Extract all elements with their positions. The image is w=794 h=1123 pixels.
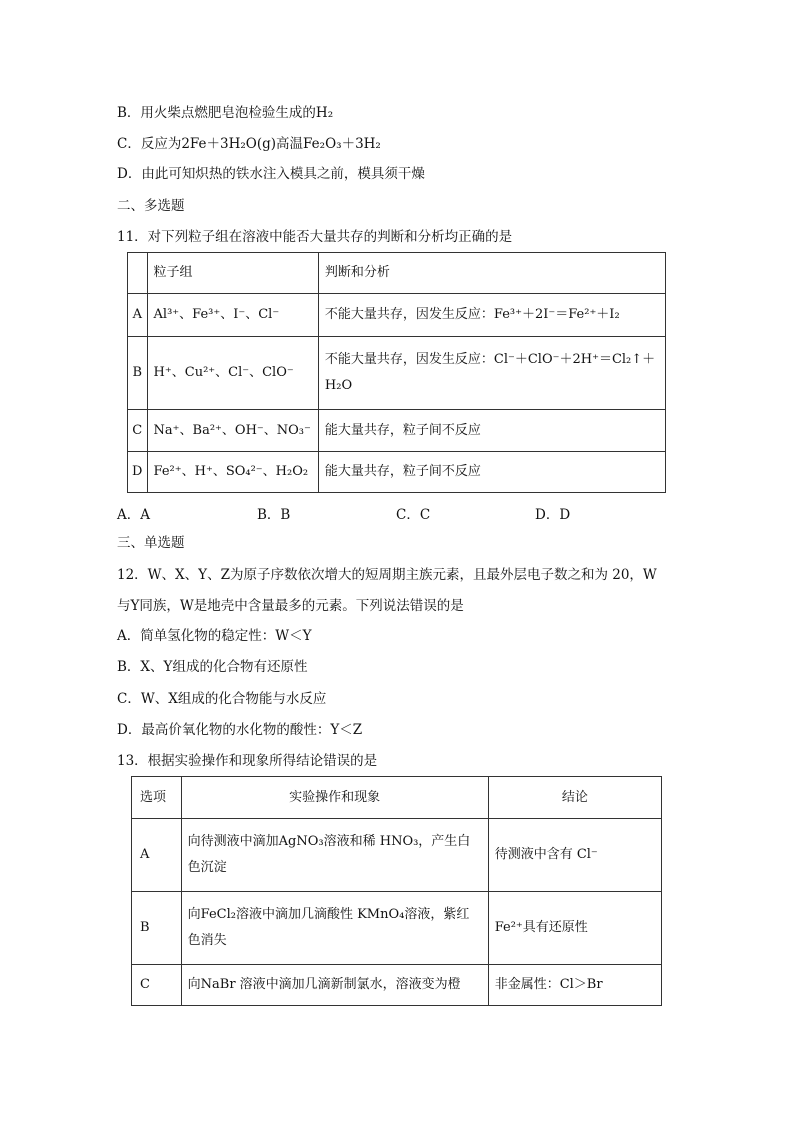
table-row (132, 965, 662, 1006)
q12-stem-line2: 与Y同族，W是地壳中含量最多的元素。下列说法错误的是 (117, 598, 464, 614)
q11-table (127, 252, 666, 493)
table-header-cell: 判断和分析 (318, 253, 665, 294)
table-row (128, 452, 666, 493)
section-heading-multi: 二、多选题 (117, 198, 185, 214)
table-cell (128, 253, 148, 294)
answer-choice-a: A．A (117, 507, 150, 523)
answer-choice-d: D．D (535, 507, 571, 523)
conclusion-text: 非金属性：Cl＞Br (488, 965, 661, 1006)
option-letter: B (132, 892, 182, 965)
ion-group: Na⁺、Ba²⁺、OH⁻、NO₃⁻ (147, 410, 318, 452)
option-letter: B (128, 337, 148, 410)
table-header-cell: 结论 (488, 777, 661, 819)
answer-choice-b: B．B (257, 507, 291, 523)
q12-option-a: A．简单氢化物的稳定性：W＜Y (117, 628, 312, 644)
table-header-row (128, 253, 666, 294)
analysis-text: 不能大量共存，因发生反应：Fe³⁺＋2I⁻＝Fe²⁺＋I₂ (318, 294, 665, 337)
table-row (132, 819, 662, 892)
operation-text: 向待测液中滴加AgNO₃溶液和稀 HNO₃，产生白色沉淀 (181, 819, 488, 892)
q13-stem: 13．根据实验操作和现象所得结论错误的是 (117, 753, 378, 769)
analysis-text: 能大量共存，粒子间不反应 (318, 410, 665, 452)
q10-option-b: B．用火柴点燃肥皂泡检验生成的H₂ (117, 105, 334, 121)
table-row (132, 892, 662, 965)
table-row (128, 410, 666, 452)
table-row (128, 337, 666, 410)
q10-option-d: D．由此可知炽热的铁水注入模具之前，模具须干燥 (117, 166, 425, 182)
analysis-text: 能大量共存，粒子间不反应 (318, 452, 665, 493)
table-header-row (132, 777, 662, 819)
q12-option-d: D．最高价氧化物的水化物的酸性：Y＜Z (117, 722, 363, 738)
q10-option-c: C．反应为2Fe＋3H₂O(g)高温Fe₂O₃＋3H₂ (117, 136, 381, 152)
conclusion-text: Fe²⁺具有还原性 (488, 892, 661, 965)
option-letter: D (128, 452, 148, 493)
analysis-text: 不能大量共存，因发生反应：Cl⁻＋ClO⁻＋2H⁺＝Cl₂↑＋H₂O (318, 337, 665, 410)
q12-stem-line1: 12．W、X、Y、Z为原子序数依次增大的短周期主族元素，且最外层电子数之和为 20，W (117, 567, 657, 583)
option-letter: A (132, 819, 182, 892)
option-letter: C (132, 965, 182, 1006)
table-header-cell: 选项 (132, 777, 182, 819)
q11-stem: 11．对下列粒子组在溶液中能否大量共存的判断和分析均正确的是 (117, 229, 513, 245)
ion-group: Al³⁺、Fe³⁺、I⁻、Cl⁻ (147, 294, 318, 337)
table-header-cell: 实验操作和现象 (181, 777, 488, 819)
section-heading-single: 三、单选题 (117, 535, 185, 551)
q12-option-c: C．W、X组成的化合物能与水反应 (117, 691, 327, 707)
operation-text: 向NaBr 溶液中滴加几滴新制氯水，溶液变为橙 (181, 965, 488, 1006)
ion-group: H⁺、Cu²⁺、Cl⁻、ClO⁻ (147, 337, 318, 410)
option-letter: C (128, 410, 148, 452)
q13-table (131, 776, 662, 1006)
operation-text: 向FeCl₂溶液中滴加几滴酸性 KMnO₄溶液，紫红色消失 (181, 892, 488, 965)
q12-option-b: B．X、Y组成的化合物有还原性 (117, 659, 308, 675)
answer-choice-c: C．C (396, 507, 431, 523)
option-letter: A (128, 294, 148, 337)
table-header-cell: 粒子组 (147, 253, 318, 294)
conclusion-text: 待测液中含有 Cl⁻ (488, 819, 661, 892)
ion-group: Fe²⁺、H⁺、SO₄²⁻、H₂O₂ (147, 452, 318, 493)
table-row (128, 294, 666, 337)
